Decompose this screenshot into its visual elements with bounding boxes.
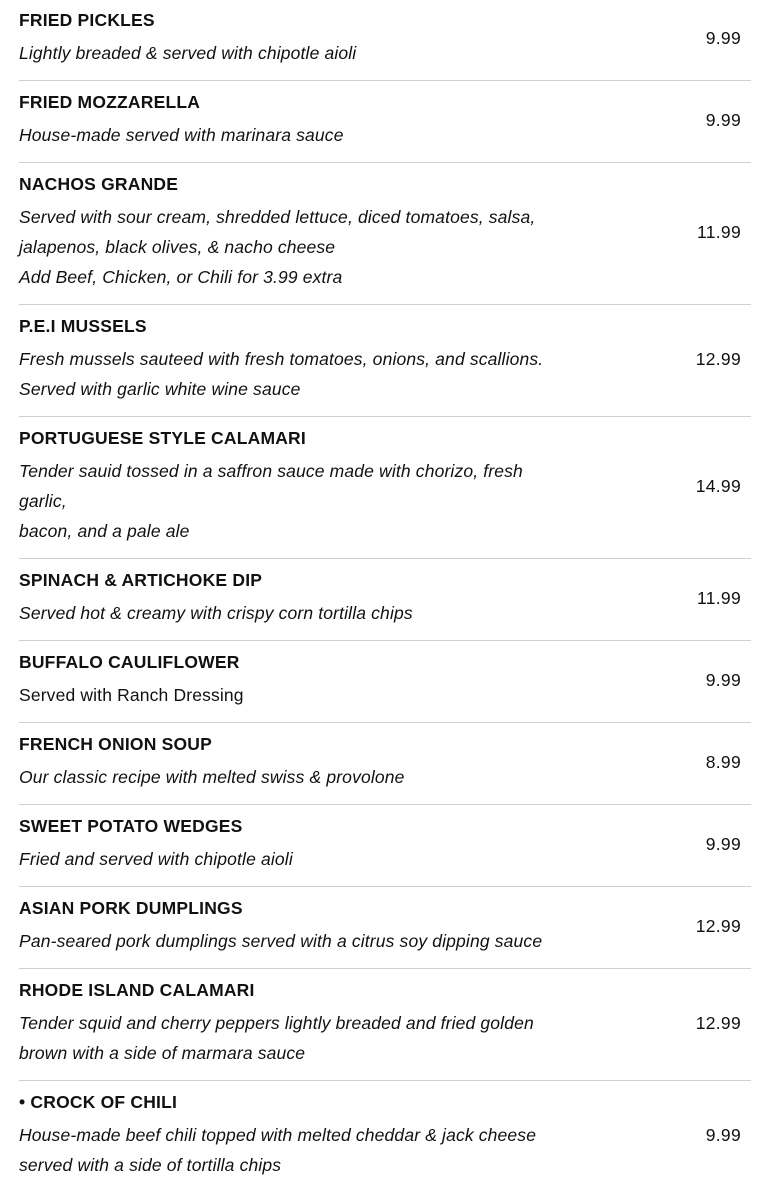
item-price: 12.99 bbox=[695, 349, 741, 369]
menu-item-spinach-artichoke-dip[interactable] bbox=[19, 559, 751, 641]
menu-list bbox=[19, 0, 751, 1192]
item-price: 11.99 bbox=[697, 588, 741, 608]
item-name: FRIED MOZZARELLA bbox=[19, 92, 201, 112]
item-description-line: House-made beef chili topped with melted cheddar & jack cheese bbox=[19, 1125, 537, 1145]
menu-item-pei-mussels[interactable] bbox=[19, 305, 751, 417]
item-price: 12.99 bbox=[695, 1013, 741, 1033]
menu-item-fried-mozzarella[interactable] bbox=[19, 81, 751, 163]
item-price: 9.99 bbox=[705, 834, 741, 854]
menu-item-text bbox=[19, 732, 639, 792]
item-description-line: Served hot & creamy with crispy corn tortilla chips bbox=[19, 603, 413, 623]
item-name: SWEET POTATO WEDGES bbox=[19, 816, 243, 836]
item-description-line: bacon, and a pale ale bbox=[19, 521, 190, 541]
item-description-line: served with a side of tortilla chips bbox=[19, 1155, 282, 1175]
menu-item-text bbox=[19, 314, 639, 404]
menu-item-crock-of-chili[interactable] bbox=[19, 1081, 751, 1192]
item-price: 14.99 bbox=[695, 476, 741, 496]
item-description-line: Our classic recipe with melted swiss & provolone bbox=[19, 767, 405, 787]
item-name: P.E.I MUSSELS bbox=[19, 316, 147, 336]
menu-item-text bbox=[19, 978, 639, 1068]
item-description-line: Add Beef, Chicken, or Chili for 3.99 extra bbox=[19, 267, 343, 287]
item-description-line: Fresh mussels sauteed with fresh tomatoes, onions, and scallions. bbox=[19, 349, 544, 369]
item-description-line: Lightly breaded & served with chipotle aioli bbox=[19, 43, 357, 63]
item-name: RHODE ISLAND CALAMARI bbox=[19, 980, 255, 1000]
item-description-line: Served with Ranch Dressing bbox=[19, 685, 244, 705]
item-name: BUFFALO CAULIFLOWER bbox=[19, 652, 240, 672]
menu-item-portuguese-calamari[interactable] bbox=[19, 417, 751, 559]
item-description-line: Served with garlic white wine sauce bbox=[19, 379, 301, 399]
menu-item-fried-pickles[interactable] bbox=[19, 0, 751, 81]
item-description-line: Served with sour cream, shredded lettuce, diced tomatoes, salsa, bbox=[19, 207, 536, 227]
menu-item-text bbox=[19, 1090, 639, 1180]
item-description-line: Pan-seared pork dumplings served with a citrus soy dipping sauce bbox=[19, 931, 543, 951]
item-name: FRIED PICKLES bbox=[19, 10, 155, 30]
item-name: SPINACH & ARTICHOKE DIP bbox=[19, 570, 263, 590]
item-description-line: jalapenos, black olives, & nacho cheese bbox=[19, 237, 336, 257]
item-price: 9.99 bbox=[705, 1125, 741, 1145]
item-price: 9.99 bbox=[705, 110, 741, 130]
menu-item-text bbox=[19, 896, 639, 956]
menu-item-text bbox=[19, 814, 639, 874]
item-name: PORTUGUESE STYLE CALAMARI bbox=[19, 428, 306, 448]
item-description-line: Fried and served with chipotle aioli bbox=[19, 849, 293, 869]
menu-item-nachos-grande[interactable] bbox=[19, 163, 751, 305]
item-price: 9.99 bbox=[705, 670, 741, 690]
item-price: 8.99 bbox=[705, 752, 741, 772]
menu-item-buffalo-cauliflower[interactable] bbox=[19, 641, 751, 723]
item-price: 9.99 bbox=[705, 28, 741, 48]
menu-item-text bbox=[19, 426, 639, 546]
item-description-line: Tender sauid tossed in a saffron sauce made with chorizo, fresh bbox=[19, 461, 523, 481]
item-name: ASIAN PORK DUMPLINGS bbox=[19, 898, 243, 918]
item-name: • CROCK OF CHILI bbox=[19, 1092, 178, 1112]
menu-item-french-onion-soup[interactable] bbox=[19, 723, 751, 805]
item-description-line: House-made served with marinara sauce bbox=[19, 125, 344, 145]
item-name: FRENCH ONION SOUP bbox=[19, 734, 212, 754]
item-price: 12.99 bbox=[695, 916, 741, 936]
menu-item-rhode-island-calamari[interactable] bbox=[19, 969, 751, 1081]
item-name: NACHOS GRANDE bbox=[19, 174, 179, 194]
menu-item-text bbox=[19, 8, 639, 68]
item-description-line: Tender squid and cherry peppers lightly breaded and fried golden bbox=[19, 1013, 534, 1033]
menu-item-sweet-potato-wedges[interactable] bbox=[19, 805, 751, 887]
menu-item-text bbox=[19, 172, 639, 292]
menu-item-text bbox=[19, 90, 639, 150]
menu-item-text bbox=[19, 650, 639, 710]
item-description-line: brown with a side of marmara sauce bbox=[19, 1043, 306, 1063]
item-price: 11.99 bbox=[697, 222, 741, 242]
item-description-line: garlic, bbox=[19, 491, 67, 511]
menu-item-asian-pork-dumplings[interactable] bbox=[19, 887, 751, 969]
menu-item-text bbox=[19, 568, 639, 628]
